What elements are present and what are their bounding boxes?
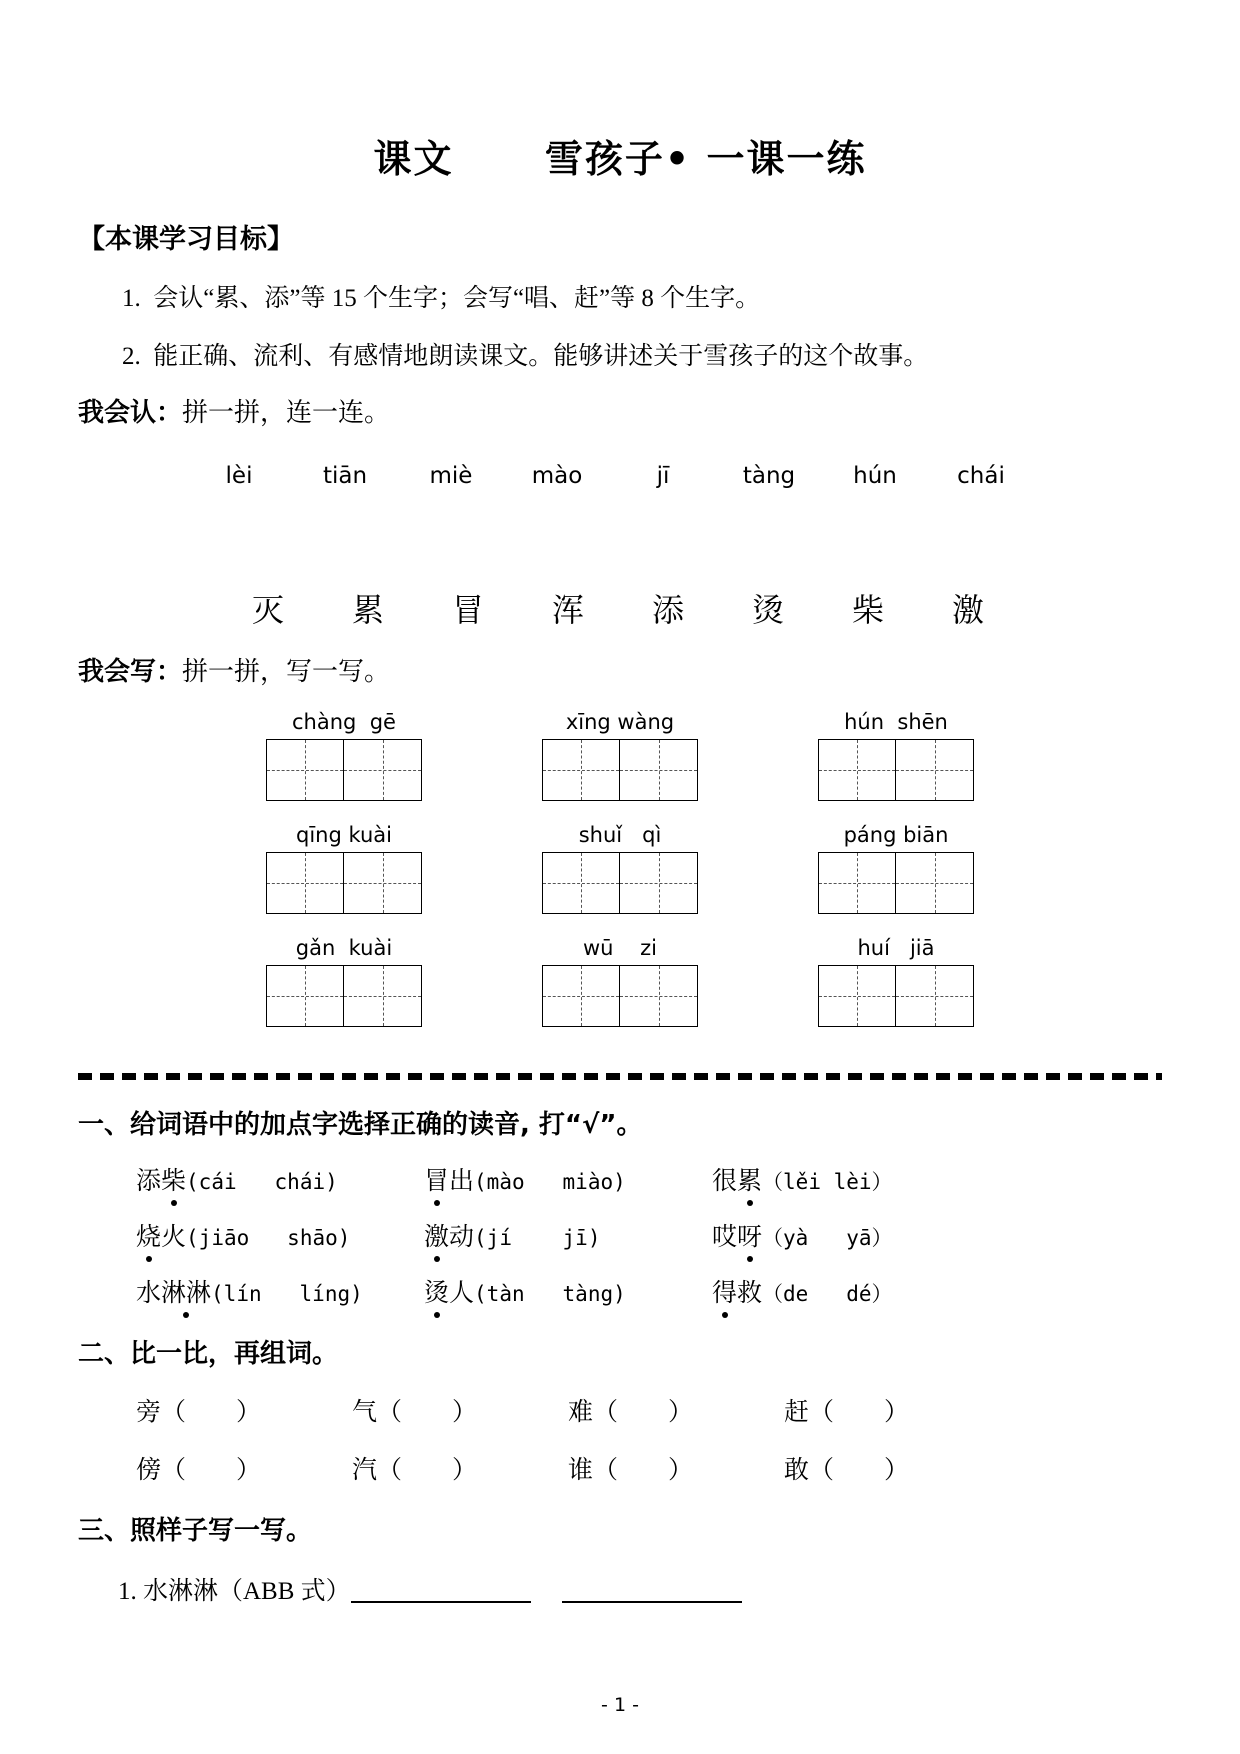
section-two-row	[78, 1392, 1162, 1428]
recognize-character-row	[78, 585, 1162, 631]
character-cell: 灭	[251, 592, 284, 628]
tianzige-cell[interactable]	[620, 852, 698, 914]
section-two-heading: 二、比一比，再组词。	[78, 1339, 339, 1369]
write-label-bold: 我会写：	[78, 657, 183, 687]
word-char-dotted: 冒	[424, 1161, 449, 1197]
pinyin-cell: hún	[853, 463, 897, 489]
tianzige-cell[interactable]	[266, 852, 344, 914]
tianzige-cell[interactable]	[896, 739, 974, 801]
tianzige-cell[interactable]	[818, 739, 896, 801]
writing-grid-row	[78, 823, 1162, 914]
group-word-blank[interactable]: 谁（ ）	[568, 1457, 694, 1484]
group-word-blank[interactable]: 赶（ ）	[784, 1399, 910, 1426]
word-char: 出	[449, 1168, 475, 1195]
tianzige-cell[interactable]	[818, 965, 896, 1027]
word-char: 水	[136, 1280, 162, 1307]
page-number: - 1 -	[601, 1694, 639, 1716]
pinyin-options[interactable]: (cái chái)	[186, 1170, 338, 1194]
reading-choice-item[interactable]	[712, 1273, 1000, 1309]
tianzige-cell[interactable]	[344, 852, 422, 914]
character-cell: 浑	[551, 592, 584, 628]
writing-grid-item	[806, 936, 986, 1027]
character-cell: 激	[951, 592, 984, 628]
tianzige-box[interactable]	[818, 852, 974, 914]
dashed-divider	[78, 1073, 1162, 1080]
character-cell: 柴	[851, 592, 884, 628]
word-char: 人	[449, 1280, 475, 1307]
learning-goal-item: 2. 能正确、流利、有感情地朗读课文。能够讲述关于雪孩子的这个故事。	[122, 343, 929, 370]
answer-blank[interactable]	[562, 1575, 742, 1603]
pinyin-cell: lèi	[225, 463, 253, 489]
word-char-dotted: 烫	[424, 1273, 449, 1309]
writing-grid-item	[530, 936, 710, 1027]
tianzige-cell[interactable]	[542, 965, 620, 1027]
writing-grid-block	[78, 710, 1162, 1027]
reading-choice-item[interactable]	[424, 1161, 712, 1197]
section-three-heading: 三、照样子写一写。	[78, 1516, 313, 1546]
tianzige-box[interactable]	[542, 965, 698, 1027]
recognize-label-bold: 我会认：	[78, 398, 183, 428]
tianzige-cell[interactable]	[344, 739, 422, 801]
tianzige-cell[interactable]	[542, 852, 620, 914]
writing-grid-label: chàng gē	[292, 710, 396, 734]
section-one-row	[78, 1273, 1162, 1309]
pinyin-cell: mào	[531, 463, 583, 489]
reading-choice-item[interactable]	[136, 1273, 424, 1309]
section-two-row	[78, 1450, 1162, 1486]
pinyin-cell: tiān	[322, 463, 368, 489]
tianzige-cell[interactable]	[896, 852, 974, 914]
writing-grid-row	[78, 936, 1162, 1027]
word-char-dotted: 烧	[136, 1217, 161, 1253]
group-word-blank[interactable]: 敢（ ）	[784, 1457, 910, 1484]
section-one-heading: 一、给词语中的加点字选择正确的读音, 打“√”。	[78, 1110, 643, 1140]
writing-grid-label: wū zi	[582, 936, 658, 960]
character-cell: 添	[651, 592, 684, 628]
character-cell: 冒	[451, 592, 484, 628]
writing-grid-label: gǎn kuài	[295, 936, 393, 960]
tianzige-cell[interactable]	[266, 739, 344, 801]
abb-prompt: 1. 水淋淋（ABB 式）	[118, 1578, 351, 1605]
word-char-dotted: 累	[737, 1161, 762, 1197]
learning-goals-heading: 【本课学习目标】	[78, 224, 294, 255]
tianzige-box[interactable]	[266, 965, 422, 1027]
writing-grid-item	[806, 823, 986, 914]
word-char-dotted: 柴	[161, 1161, 186, 1197]
write-section-label	[78, 651, 1162, 688]
pinyin-cell: miè	[429, 463, 473, 489]
word-char-dotted: 得	[712, 1273, 737, 1309]
pinyin-options[interactable]: （yà yā）	[762, 1226, 893, 1250]
word-char: 添	[136, 1168, 162, 1195]
group-word-blank[interactable]: 旁（ ）	[136, 1399, 262, 1426]
pinyin-options[interactable]: (jí jī)	[474, 1226, 601, 1250]
section-one-row	[78, 1217, 1162, 1253]
writing-grid-label: huí jiā	[857, 936, 935, 960]
writing-grid-item	[254, 710, 434, 801]
writing-grid-item	[806, 710, 986, 801]
pinyin-cell: jī	[656, 463, 670, 489]
learning-goal-item: 1. 会认“累、添”等 15 个生字；会写“唱、赶”等 8 个生字。	[122, 285, 761, 312]
reading-choice-item[interactable]	[136, 1161, 424, 1197]
group-word-blank[interactable]: 汽（ ）	[352, 1457, 478, 1484]
reading-choice-item[interactable]	[424, 1273, 712, 1309]
tianzige-cell[interactable]	[542, 739, 620, 801]
word-char: 火	[161, 1224, 187, 1251]
reading-choice-item[interactable]	[424, 1217, 712, 1253]
writing-grid-label: páng biān	[843, 823, 949, 847]
word-char: 很	[712, 1168, 738, 1195]
word-char: 动	[449, 1224, 475, 1251]
tianzige-box[interactable]	[266, 852, 422, 914]
section-three-item	[78, 1571, 1162, 1607]
word-char-dotted: 呀	[737, 1217, 762, 1253]
recognize-pinyin-row	[78, 463, 1162, 489]
pinyin-options[interactable]: (lín líng)	[211, 1282, 363, 1306]
tianzige-cell[interactable]	[344, 965, 422, 1027]
recognize-label-rest: 拼一拼，连一连。	[182, 398, 391, 427]
pinyin-cell: chái	[957, 463, 1005, 489]
writing-grid-label: qīng kuài	[295, 823, 392, 847]
tianzige-box[interactable]	[542, 739, 698, 801]
writing-grid-label: hún shēn	[844, 710, 948, 734]
writing-grid-item	[254, 823, 434, 914]
pinyin-options[interactable]: （de dé）	[762, 1282, 893, 1306]
character-cell: 累	[351, 592, 384, 628]
pinyin-options[interactable]: (tàn tàng)	[474, 1282, 626, 1306]
writing-grid-item	[530, 823, 710, 914]
recognize-section-label	[78, 392, 1162, 429]
write-label-rest: 拼一拼，写一写。	[182, 657, 391, 686]
group-word-blank[interactable]: 气（ ）	[352, 1399, 478, 1426]
tianzige-box[interactable]	[542, 852, 698, 914]
tianzige-cell[interactable]	[620, 739, 698, 801]
tianzige-box[interactable]	[818, 965, 974, 1027]
tianzige-cell[interactable]	[620, 965, 698, 1027]
reading-choice-item[interactable]	[136, 1217, 424, 1253]
tianzige-cell[interactable]	[818, 852, 896, 914]
tianzige-box[interactable]	[266, 739, 422, 801]
word-char: 哎	[712, 1224, 738, 1251]
group-word-blank[interactable]: 难（ ）	[568, 1399, 694, 1426]
reading-choice-item[interactable]	[712, 1217, 1000, 1253]
answer-blank[interactable]	[351, 1575, 531, 1603]
group-word-blank[interactable]: 傍（ ）	[136, 1457, 262, 1484]
tianzige-cell[interactable]	[266, 965, 344, 1027]
writing-grid-item	[530, 710, 710, 801]
writing-grid-item	[254, 936, 434, 1027]
word-char-dotted: 激	[424, 1217, 449, 1253]
character-cell: 烫	[751, 592, 784, 628]
word-char-dotted: 淋淋	[161, 1273, 211, 1309]
writing-grid-row	[78, 710, 1162, 801]
pinyin-cell: tàng	[742, 463, 796, 489]
pinyin-options[interactable]: （lěi lèi）	[762, 1170, 893, 1194]
pinyin-options[interactable]: (mào miào)	[474, 1170, 626, 1194]
tianzige-box[interactable]	[818, 739, 974, 801]
section-one-row	[78, 1161, 1162, 1197]
writing-grid-label: xīng wàng	[565, 710, 675, 734]
tianzige-cell[interactable]	[896, 965, 974, 1027]
pinyin-options[interactable]: (jiāo shāo)	[186, 1226, 351, 1250]
page-title: 课文 雪孩子• 一课一练	[373, 137, 867, 181]
writing-grid-label: shuǐ qì	[578, 823, 662, 847]
reading-choice-item[interactable]	[712, 1161, 1000, 1197]
word-char: 救	[737, 1280, 763, 1307]
